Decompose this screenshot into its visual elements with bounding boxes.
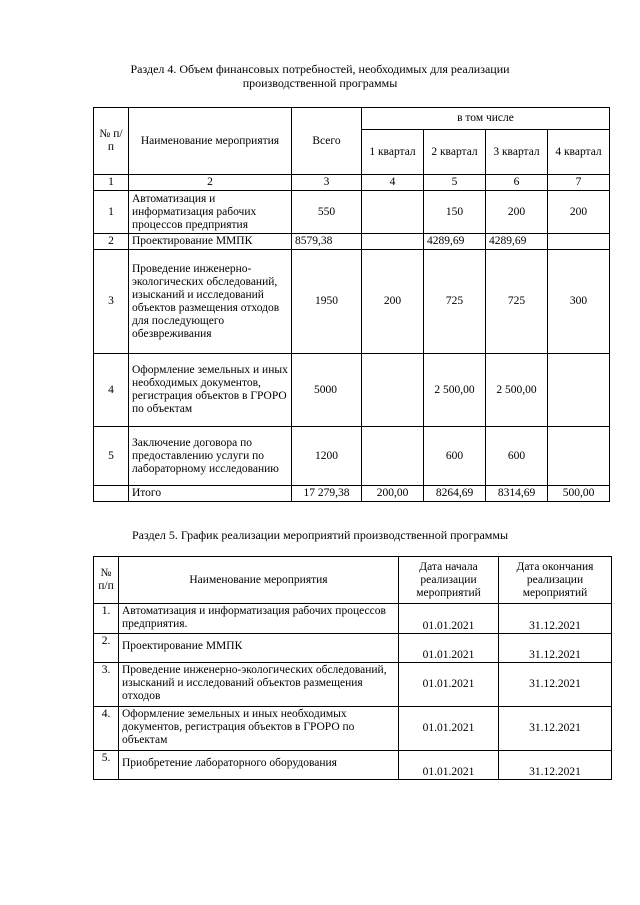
table-row [94, 427, 610, 486]
row-total: 1200 [292, 427, 362, 486]
section5-heading: Раздел 5. График реализации мероприятий производственной программы [131, 528, 509, 542]
total-label: Итого [129, 486, 292, 502]
financial-needs-table [93, 107, 610, 502]
row-q3: 2 500,00 [486, 354, 548, 427]
row-num: 3 [94, 250, 129, 354]
row-start-date: 01.01.2021 [399, 663, 499, 707]
row-num: 4 [94, 354, 129, 427]
row-end-date: 31.12.2021 [499, 707, 612, 751]
header-q4: 4 квартал [548, 130, 610, 175]
header-num: № п/п [94, 108, 129, 175]
row-name: Автоматизация и информатизация рабочих процессов предприятия [129, 191, 292, 234]
header-name: Наименование мероприятия [119, 557, 399, 604]
row-num: 5. [94, 751, 119, 780]
total-q4: 500,00 [548, 486, 610, 502]
row-q4: 200 [548, 191, 610, 234]
row-num: 2. [94, 634, 119, 663]
row-q1 [362, 234, 424, 250]
row-q4 [548, 234, 610, 250]
header-start-date: Дата начала реализации мероприятий [399, 557, 499, 604]
header-q3: 3 квартал [486, 130, 548, 175]
total-q2: 8264,69 [424, 486, 486, 502]
row-q1 [362, 354, 424, 427]
row-end-date: 31.12.2021 [499, 634, 612, 663]
col-number: 5 [424, 175, 486, 191]
schedule-table [93, 556, 612, 780]
row-total: 5000 [292, 354, 362, 427]
section4-title-line1: Раздел 4. Объем финансовых потребностей, необходимых для реализации [130, 62, 510, 76]
row-q3: 600 [486, 427, 548, 486]
total-total: 17 279,38 [292, 486, 362, 502]
row-q1 [362, 191, 424, 234]
total-row [94, 486, 610, 502]
row-start-date: 01.01.2021 [399, 634, 499, 663]
header-end-date: Дата окончания реализации мероприятий [499, 557, 612, 604]
row-q2: 150 [424, 191, 486, 234]
col-number: 2 [129, 175, 292, 191]
total-q1: 200,00 [362, 486, 424, 502]
col-number: 1 [94, 175, 129, 191]
row-name: Приобретение лабораторного оборудования [119, 751, 399, 780]
row-q4: 300 [548, 250, 610, 354]
header-including: в том числе [362, 108, 610, 130]
total-q3: 8314,69 [486, 486, 548, 502]
section4-heading [0, 62, 640, 90]
row-q1: 200 [362, 250, 424, 354]
row-name: Автоматизация и информатизация рабочих процессов предприятия. [119, 604, 399, 634]
row-name: Проектирование ММПК [129, 234, 292, 250]
row-name: Оформление земельных и иных необходимых документов, регистрация объектов в ГРОРО по объектам [129, 354, 292, 427]
row-num: 1. [94, 604, 119, 634]
row-q1 [362, 427, 424, 486]
row-q3: 4289,69 [486, 234, 548, 250]
row-total: 8579,38 [292, 234, 362, 250]
row-q3: 725 [486, 250, 548, 354]
table-row [94, 250, 610, 354]
row-num: 1 [94, 191, 129, 234]
row-name: Заключение договора по предоставлению услуги по лабораторному исследованию [129, 427, 292, 486]
row-name: Оформление земельных и иных необходимых документов, регистрация объектов в ГРОРО по объектам [119, 707, 399, 751]
header-total: Всего [292, 108, 362, 175]
row-start-date: 01.01.2021 [399, 751, 499, 780]
table-row [94, 707, 612, 751]
table-row [94, 354, 610, 427]
row-start-date: 01.01.2021 [399, 604, 499, 634]
row-end-date: 31.12.2021 [499, 663, 612, 707]
row-q2: 725 [424, 250, 486, 354]
column-number-row [94, 175, 610, 191]
header-q2: 2 квартал [424, 130, 486, 175]
row-start-date: 01.01.2021 [399, 707, 499, 751]
table-row [94, 663, 612, 707]
col-number: 6 [486, 175, 548, 191]
row-num: 4. [94, 707, 119, 751]
header-q1: 1 квартал [362, 130, 424, 175]
table-row [94, 634, 612, 663]
header-name: Наименование мероприятия [129, 108, 292, 175]
row-name: Проведение инженерно-экологических обследований, изысканий и исследований объектов размещения отходов для последующего обезвреживания [129, 250, 292, 354]
col-number: 4 [362, 175, 424, 191]
row-num: 5 [94, 427, 129, 486]
row-num: 2 [94, 234, 129, 250]
header-num: № п/п [94, 557, 119, 604]
table-row [94, 234, 610, 250]
col-number: 3 [292, 175, 362, 191]
table-row [94, 751, 612, 780]
row-end-date: 31.12.2021 [499, 604, 612, 634]
row-name: Проведение инженерно-экологических обследований, изысканий и исследований объектов размещения отходов [119, 663, 399, 707]
row-name: Проектирование ММПК [119, 634, 399, 663]
col-number: 7 [548, 175, 610, 191]
row-total: 1950 [292, 250, 362, 354]
row-end-date: 31.12.2021 [499, 751, 612, 780]
row-total: 550 [292, 191, 362, 234]
total-row-num [94, 486, 129, 502]
row-q2: 4289,69 [424, 234, 486, 250]
row-q2: 600 [424, 427, 486, 486]
row-q3: 200 [486, 191, 548, 234]
row-q2: 2 500,00 [424, 354, 486, 427]
row-num: 3. [94, 663, 119, 707]
row-q4 [548, 354, 610, 427]
table-row [94, 604, 612, 634]
section4-title-line2: производственной программы [242, 76, 398, 90]
table-row [94, 191, 610, 234]
row-q4 [548, 427, 610, 486]
